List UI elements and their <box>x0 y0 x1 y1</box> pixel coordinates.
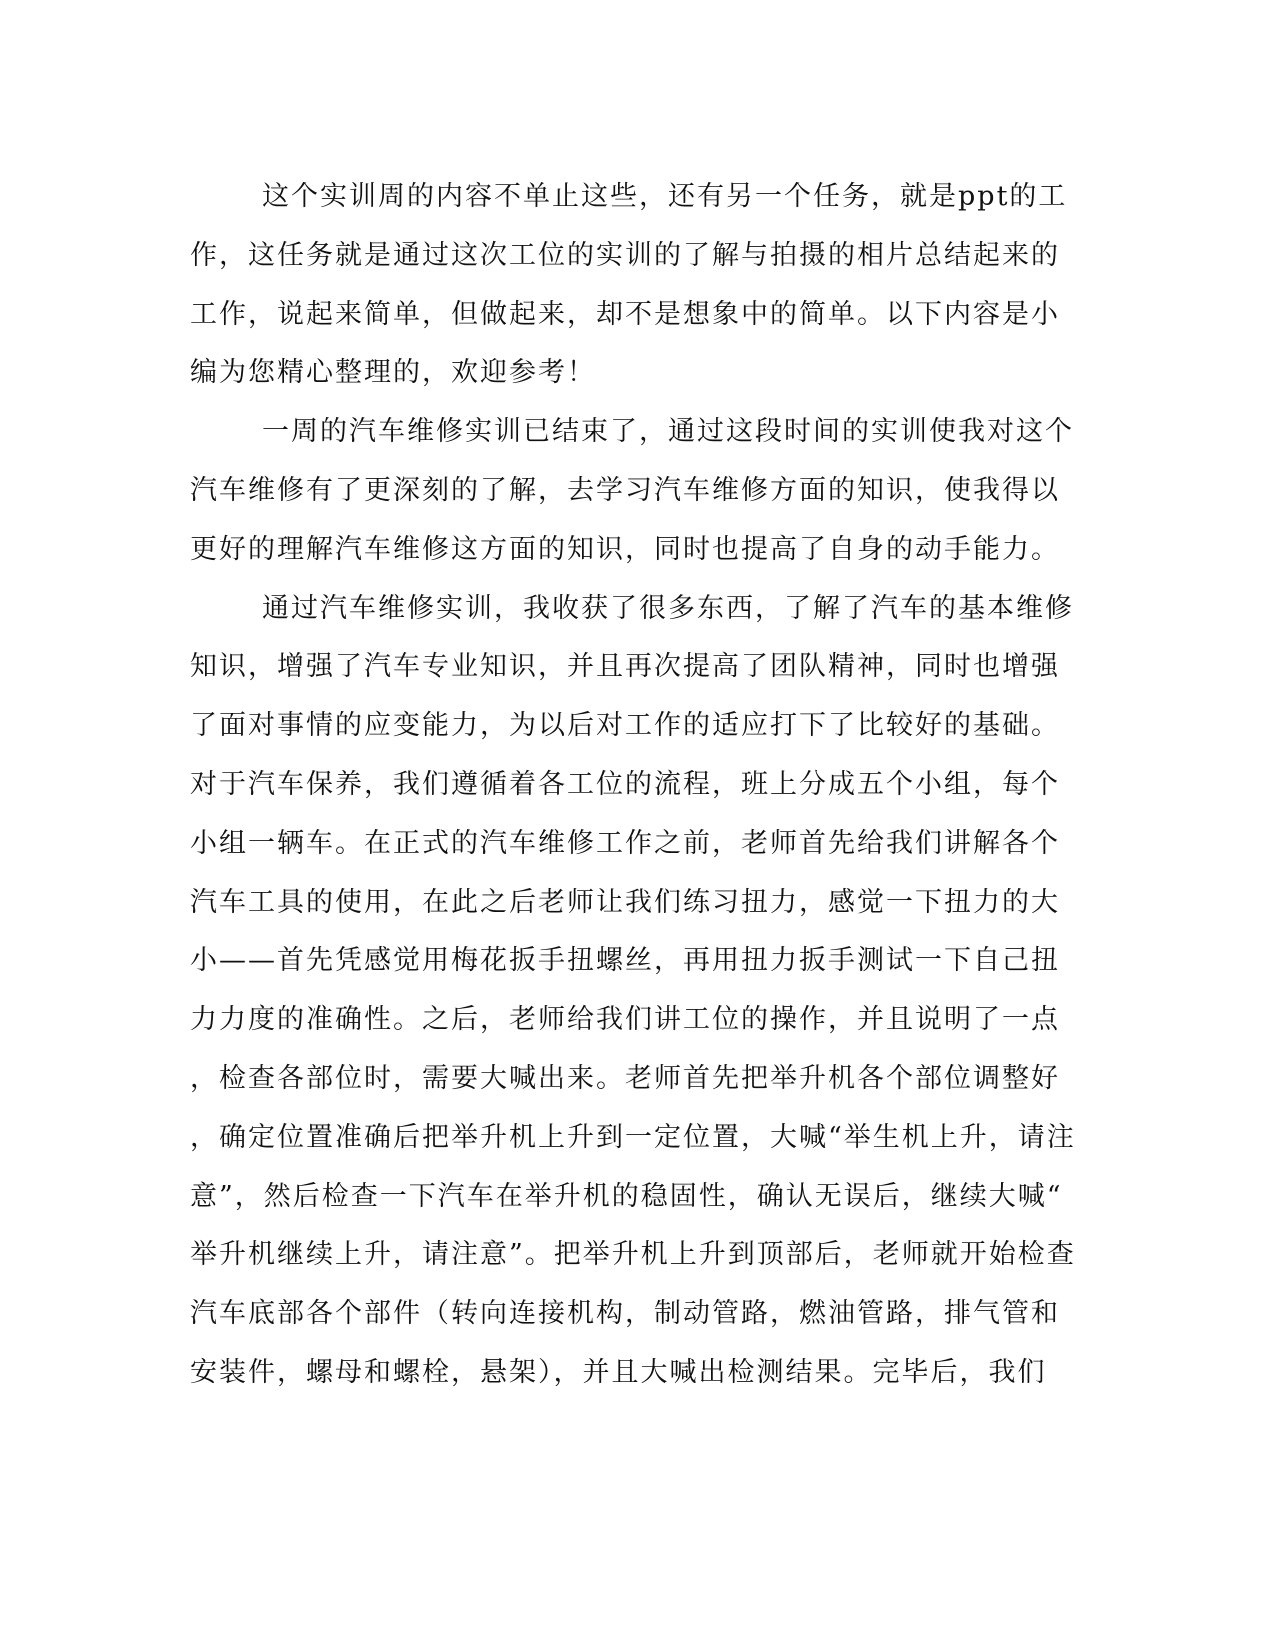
text-line: 一周的汽车维修实训已结束了，通过这段时间的实训使我对这个 <box>262 416 1074 448</box>
text-line: 通过汽车维修实训，我收获了很多东西，了解了汽车的基本维修 <box>262 592 1074 624</box>
text-line: ，确定位置准确后把举升机上升到一定位置，大喊“举生机上升，请注 <box>190 1121 1076 1153</box>
text-line: 了面对事情的应变能力，为以后对工作的适应打下了比较好的基础。 <box>190 710 1060 742</box>
text-line: 这个实训周的内容不单止这些，还有另一个任务，就是ppt的工 <box>262 181 1068 212</box>
text-line: 举升机继续上升，请注意”。把举升机上升到顶部后，老师就开始检查 <box>190 1239 1076 1271</box>
text-line: 对于汽车保养，我们遵循着各工位的流程，班上分成五个小组，每个 <box>190 768 1060 800</box>
text-line: 汽车底部各个部件（转向连接机构，制动管路，燃油管路，排气管和 <box>190 1298 1060 1330</box>
text-line: 小——首先凭感觉用梅花扳手扭螺丝，再用扭力扳手测试一下自己扭 <box>190 945 1060 977</box>
text-line: 作，这任务就是通过这次工位的实训的了解与拍摄的相片总结起来的 <box>190 239 1060 271</box>
text-line: 知识，增强了汽车专业知识，并且再次提高了团队精神，同时也增强 <box>190 651 1060 683</box>
text-line: 力力度的准确性。之后，老师给我们讲工位的操作，并且说明了一点 <box>190 1004 1060 1036</box>
text-line: 安装件，螺母和螺栓，悬架），并且大喊出检测结果。完毕后，我们 <box>190 1356 1047 1388</box>
document-body <box>190 168 1080 1403</box>
text-line: 汽车维修有了更深刻的了解，去学习汽车维修方面的知识，使我得以 <box>190 474 1060 506</box>
text-line: ，检查各部位时，需要大喊出来。老师首先把举升机各个部位调整好 <box>190 1062 1060 1094</box>
text-line: 小组一辆车。在正式的汽车维修工作之前，老师首先给我们讲解各个 <box>190 827 1060 859</box>
text-line: 汽车工具的使用，在此之后老师让我们练习扭力，感觉一下扭力的大 <box>190 886 1060 918</box>
text-line: 编为您精心整理的，欢迎参考！ <box>190 357 596 389</box>
text-line: 意”，然后检查一下汽车在举升机的稳固性，确认无误后，继续大喊“ <box>190 1180 1063 1212</box>
text-line: 更好的理解汽车维修这方面的知识，同时也提高了自身的动手能力。 <box>190 533 1060 565</box>
text-line: 工作，说起来简单，但做起来，却不是想象中的简单。以下内容是小 <box>190 298 1060 330</box>
